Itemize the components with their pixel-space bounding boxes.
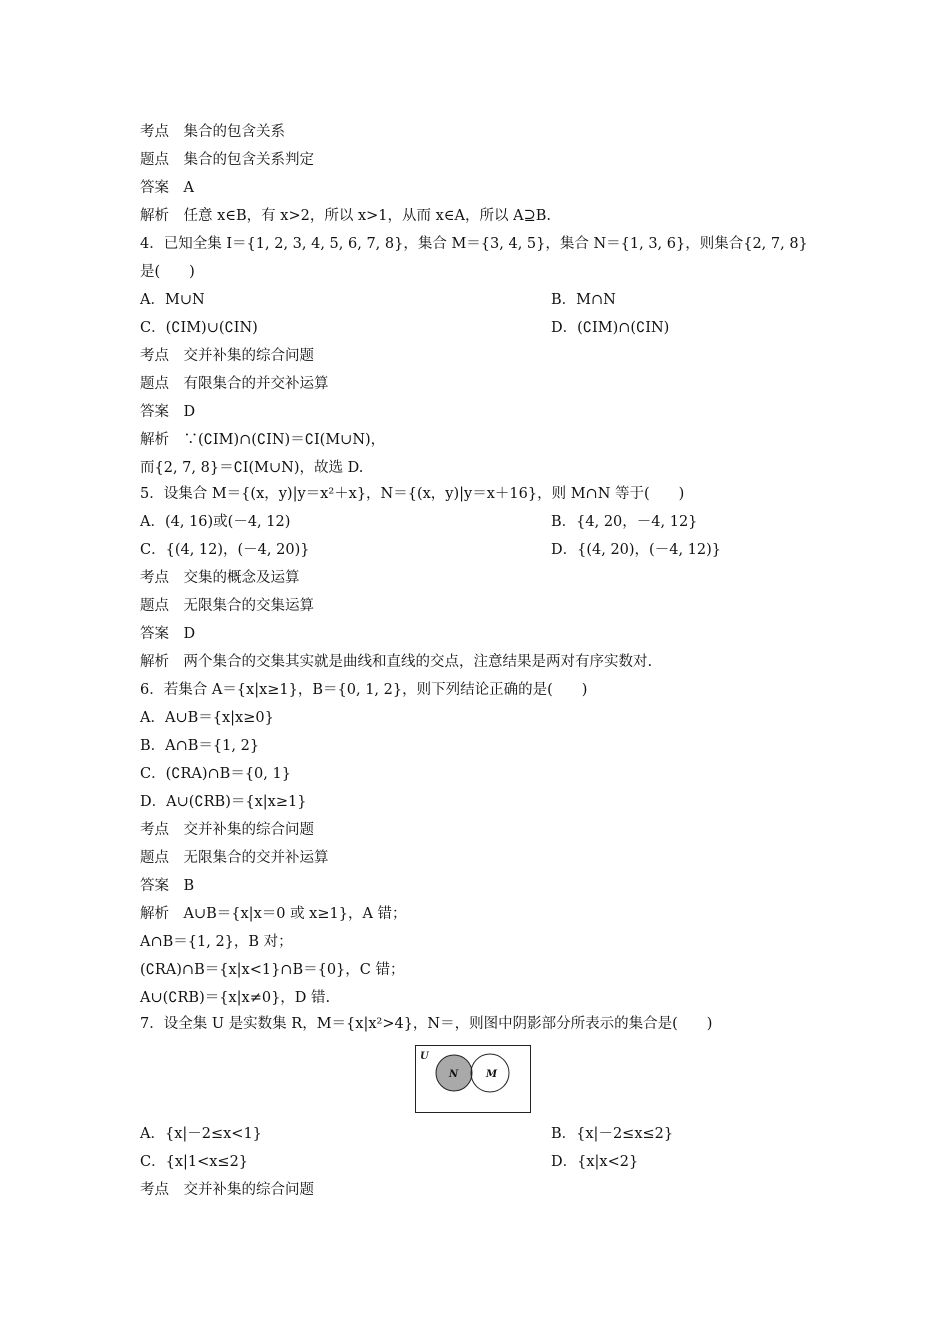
- option-row: A．{x|－2≤x<1} B．{x|－2≤x≤2}: [140, 1126, 674, 1142]
- text-line: 考点 交集的概念及运算: [140, 570, 300, 586]
- question-7: 7．设全集 U 是实数集 R，M＝{x|x²>4}，N＝，则图中阴影部分所表示的集合是( ): [140, 1016, 713, 1032]
- text-line: 答案 A: [140, 180, 194, 196]
- text-line: A∩B＝{1, 2}，B 对；: [140, 934, 293, 950]
- text-line: 答案 B: [140, 878, 195, 894]
- question-4: 4．已知全集 I＝{1, 2, 3, 4, 5, 6, 7, 8}，集合 M＝{3, 4, 5}，集合 N＝{1, 3, 6}，则集合{2, 7, 8}: [140, 236, 808, 252]
- text-line: 题点 集合的包含关系判定: [140, 152, 314, 168]
- venn-diagram: [415, 1045, 531, 1113]
- option-row: D．A∪(∁RB)＝{x|x≥1}: [140, 794, 307, 810]
- text-line: 解析 两个集合的交集其实就是曲线和直线的交点，注意结果是两对有序实数对.: [140, 654, 653, 670]
- text-line: 考点 集合的包含关系: [140, 124, 285, 140]
- question-5: 5．设集合 M＝{(x，y)|y＝x²＋x}，N＝{(x，y)|y＝x＋16}，则 M∩N 等于( ): [140, 486, 685, 502]
- text-line: 解析 ∵(∁IM)∩(∁IN)＝∁I(M∪N)，: [140, 432, 386, 448]
- question-6: 6．若集合 A＝{x|x≥1}，B＝{0, 1, 2}，则下列结论正确的是( ): [140, 682, 588, 698]
- text-line: 解析 A∪B＝{x|x＝0 或 x≥1}，A 错；: [140, 906, 407, 922]
- text-line: A∪(∁RB)＝{x|x≠0}，D 错.: [140, 990, 331, 1006]
- option-row: B．A∩B＝{1, 2}: [140, 738, 260, 754]
- text-line: 答案 D: [140, 404, 196, 420]
- text-line: 考点 交并补集的综合问题: [140, 1182, 314, 1198]
- option-row: C．{(4, 12)，(－4, 20)} D．{(4, 20)，(－4, 12)}: [140, 542, 721, 558]
- set-n-label: N: [449, 1069, 459, 1080]
- option-row: A．M∪N B．M∩N: [140, 292, 616, 308]
- text-line: 题点 无限集合的交集运算: [140, 598, 314, 614]
- text-line: 题点 有限集合的并交补运算: [140, 376, 329, 392]
- text-line: 而{2, 7, 8}＝∁I(M∪N)，故选 D.: [140, 460, 364, 476]
- option-row: C．(∁RA)∩B＝{0, 1}: [140, 766, 291, 782]
- text-line: (∁RA)∩B＝{x|x<1}∩B＝{0}，C 错；: [140, 962, 405, 978]
- option-row: C．{x|1<x≤2} D．{x|x<2}: [140, 1154, 639, 1170]
- set-m-label: M: [486, 1069, 498, 1080]
- text-line: 考点 交并补集的综合问题: [140, 348, 314, 364]
- text-line: 是( ): [140, 264, 195, 280]
- text-line: 解析 任意 x∈B，有 x>2，所以 x>1，从而 x∈A，所以 A⊇B.: [140, 208, 551, 224]
- option-row: A．A∪B＝{x|x≥0}: [140, 710, 274, 726]
- text-line: 题点 无限集合的交并补运算: [140, 850, 329, 866]
- option-row: C．(∁IM)∪(∁IN) D．(∁IM)∩(∁IN): [140, 320, 670, 336]
- text-line: 答案 D: [140, 626, 196, 642]
- option-row: A．(4, 16)或(－4, 12) B．{4, 20，－4, 12}: [140, 514, 698, 530]
- text-line: 考点 交并补集的综合问题: [140, 822, 314, 838]
- universe-label: U: [420, 1051, 429, 1062]
